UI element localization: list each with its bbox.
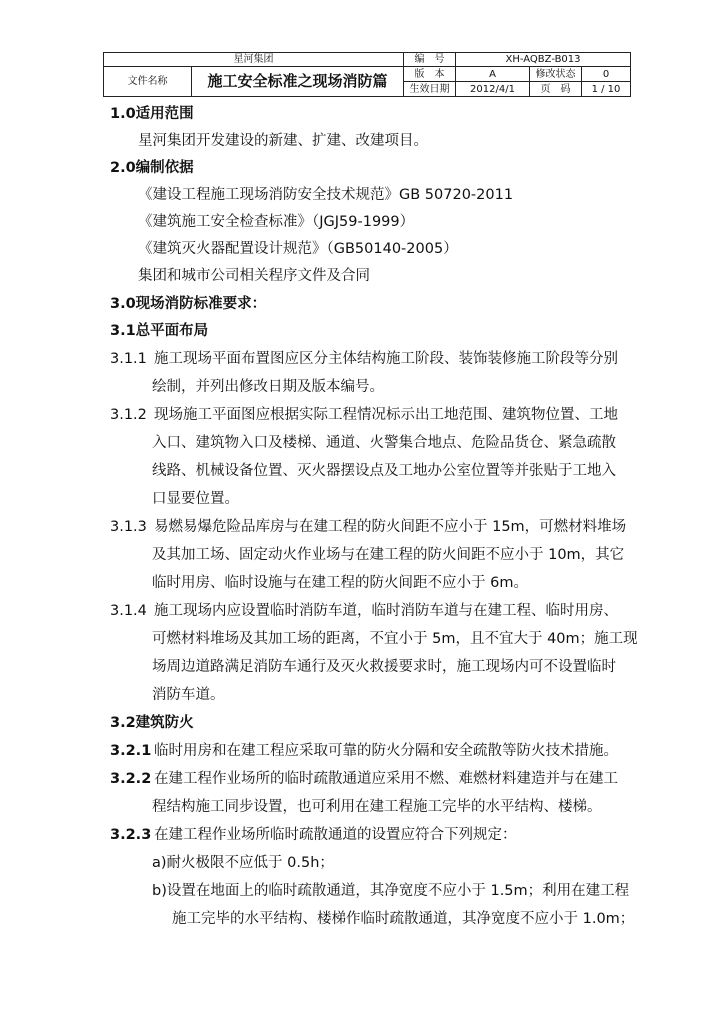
clause-text: 绘制，并列出修改日期及版本编号。	[152, 379, 384, 395]
reference-1: 《建设工程施工现场消防安全技术规范》GB 50720-2011	[138, 187, 514, 203]
revision-label: 修改状态	[530, 67, 582, 82]
revision-value: 0	[582, 67, 631, 82]
page-number-value: 1 / 10	[582, 82, 631, 97]
effective-date-label: 生效日期	[404, 82, 456, 97]
version-value: A	[456, 67, 530, 82]
clause-text: 在建工程作业场所的临时疏散通道应采用不燃、难燃材料建造并与在建工	[154, 771, 618, 787]
section-3-heading: 3.0现场消防标准要求：	[110, 296, 267, 312]
code-value: XH-AQBZ-B013	[456, 53, 631, 67]
clause-text: 线路、机械设备位置、灭火器摆设点及工地办公室位置等并张贴于工地入	[152, 463, 616, 479]
document-header-table	[103, 52, 631, 97]
file-name-label: 文件名称	[104, 67, 192, 97]
page-label: 页 码	[530, 82, 582, 97]
company-name: 星河集团	[104, 53, 404, 67]
clause-number: 3.2.1	[110, 743, 152, 759]
section-3-1-heading: 3.1总平面布局	[110, 323, 209, 339]
clause-text: 口显要位置。	[152, 491, 239, 507]
clause-text: 施工现场内应设置临时消防车道，临时消防车道与在建工程、临时用房、	[154, 603, 618, 619]
clause-text: 入口、建筑物入口及楼梯、通道、火警集合地点、危险品货仓、紧急疏散	[152, 435, 616, 451]
clause-number: 3.1.3	[110, 519, 147, 535]
reference-3: 《建筑灭火器配置设计规范》（GB50140-2005）	[138, 241, 458, 257]
clause-text: 施工现场平面布置图应区分主体结构施工阶段、装饰装修施工阶段等分别	[154, 351, 618, 367]
clause-number: 3.2.2	[110, 771, 152, 787]
list-item-b: b)设置在地面上的临时疏散通道，其净宽度不应小于 1.5m；利用在建工程	[152, 883, 630, 899]
clause-text: 及其加工场、固定动火作业场与在建工程的防火间距不应小于 10m，其它	[152, 547, 625, 563]
clause-text: 在建工程作业场所临时疏散通道的设置应符合下列规定：	[154, 827, 517, 843]
list-item-a: a)耐火极限不应低于 0.5h；	[152, 855, 334, 871]
version-label: 版 本	[404, 67, 456, 82]
section-3-2-heading: 3.2建筑防火	[110, 715, 194, 731]
section-2-heading: 2.0编制依据	[110, 160, 194, 176]
clause-number: 3.1.4	[110, 603, 147, 619]
clause-text: 临时用房、临时设施与在建工程的防火间距不应小于 6m。	[152, 575, 528, 591]
clause-text: 程结构施工同步设置，也可利用在建工程施工完毕的水平结构、楼梯。	[152, 799, 602, 815]
clause-number: 3.1.1	[110, 351, 147, 367]
clause-text: 可燃材料堆场及其加工场的距离，不宜小于 5m，且不宜大于 40m；施工现	[152, 631, 638, 647]
clause-number: 3.1.2	[110, 407, 147, 423]
code-label: 编 号	[404, 53, 456, 67]
reference-4: 集团和城市公司相关程序文件及合同	[138, 268, 370, 284]
clause-number: 3.2.3	[110, 827, 152, 843]
clause-text: 易燃易爆危险品库房与在建工程的防火间距不应小于 15m，可燃材料堆场	[154, 519, 627, 535]
section-1-heading: 1.0适用范围	[110, 106, 194, 122]
clause-text: 现场施工平面图应根据实际工程情况标示出工地范围、建筑物位置、工地	[154, 407, 618, 423]
reference-2: 《建筑施工安全检查标准》（JGJ59-1999）	[138, 214, 415, 230]
clause-text: 消防车道。	[152, 687, 225, 703]
clause-text: 临时用房和在建工程应采取可靠的防火分隔和安全疏散等防火技术措施。	[154, 743, 618, 759]
list-item-b-continued: 施工完毕的水平结构、楼梯作临时疏散通道，其净宽度不应小于 1.0m；	[172, 911, 635, 927]
section-1-text: 星河集团开发建设的新建、扩建、改建项目。	[138, 133, 428, 149]
clause-text: 场周边道路满足消防车通行及灭火救援要求时，施工现场内可不设置临时	[152, 659, 616, 675]
document-title: 施工安全标准之现场消防篇	[192, 67, 404, 97]
effective-date-value: 2012/4/1	[456, 82, 530, 97]
